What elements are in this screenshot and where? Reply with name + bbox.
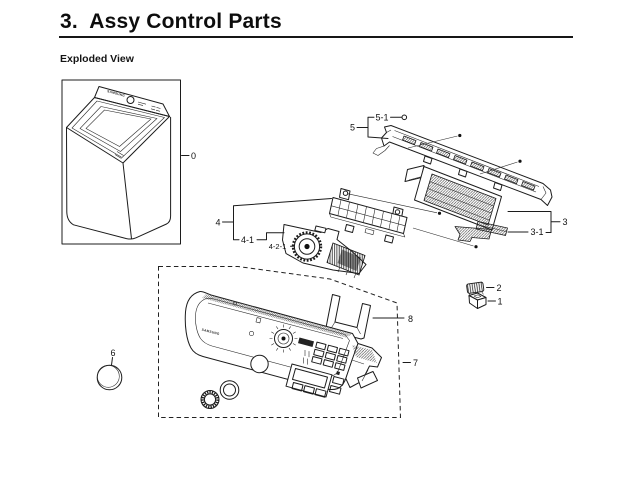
screw-5-1 [402,115,407,120]
part4-1-encoder-assembly [283,225,367,279]
callout-label-3-1: 3-1 [530,227,544,238]
callout-1 [488,297,503,307]
callout-label-4-2-1: 4-2-1 [268,242,287,251]
callout-label-3: 3 [562,217,568,227]
washer-illustration [67,87,171,240]
section-label: Exploded View [60,53,134,65]
part7-control-panel [185,291,381,408]
callout-label-0: 0 [190,151,197,161]
ring-knurled [201,391,219,409]
callout-label-4-1: 4-1 [240,234,255,245]
callout-label-4: 4 [215,217,221,228]
part6-knob [97,358,122,390]
callout-label-6: 6 [110,348,116,358]
ring-plain [220,381,239,400]
callout-label-5-1: 5-1 [375,112,389,123]
callout-6 [110,348,115,358]
callout-2 [487,283,502,293]
callout-5-1 [375,112,406,122]
callout-label-7: 7 [412,358,419,368]
callout-7 [403,358,418,368]
part1-box [469,293,486,309]
callout-label-5: 5 [349,122,356,133]
callout-0 [182,151,197,161]
callout-3-1 [508,227,551,237]
callout-8 [373,314,413,324]
callout-label-2: 2 [496,283,502,293]
brand-text-panel: SAMSUNG [201,327,221,337]
page-title: 3. Assy Control Parts [60,10,282,33]
callout-label-1: 1 [497,296,503,307]
brand-text-console: SAMSUNG [106,89,126,98]
callout-label-8: 8 [407,313,414,324]
